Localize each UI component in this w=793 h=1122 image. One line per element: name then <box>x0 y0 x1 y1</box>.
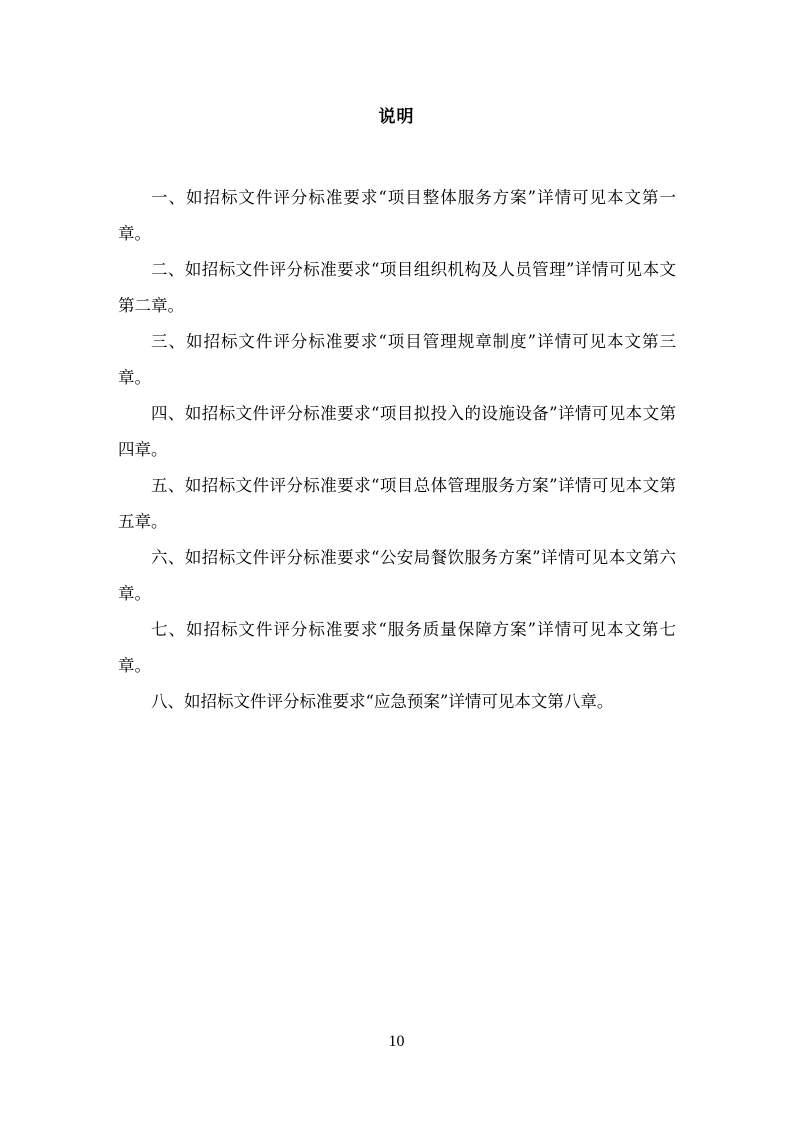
paragraph-2: 二、如招标文件评分标准要求“项目组织机构及人员管理”详情可见本文第二章。 <box>118 260 676 315</box>
paragraph-8: 八、如招标文件评分标准要求“应急预案”详情可见本文第八章。 <box>151 692 614 711</box>
paragraph-6: 六、如招标文件评分标准要求“公安局餐饮服务方案”详情可见本文第六章。 <box>118 548 676 603</box>
document-body <box>118 180 676 720</box>
page-title: 说明 <box>378 107 415 127</box>
paragraph-3: 三、如招标文件评分标准要求“项目管理规章制度”详情可见本文第三章。 <box>118 332 676 387</box>
paragraph-4: 四、如招标文件评分标准要求“项目拟投入的设施设备”详情可见本文第四章。 <box>118 404 676 459</box>
paragraph-1: 一、如招标文件评分标准要求“项目整体服务方案”详情可见本文第一章。 <box>118 188 676 243</box>
paragraph-5: 五、如招标文件评分标准要求“项目总体管理服务方案”详情可见本文第五章。 <box>118 476 676 531</box>
paragraph-7: 七、如招标文件评分标准要求“服务质量保障方案”详情可见本文第七章。 <box>118 620 676 675</box>
page-number: 10 <box>388 1033 405 1050</box>
